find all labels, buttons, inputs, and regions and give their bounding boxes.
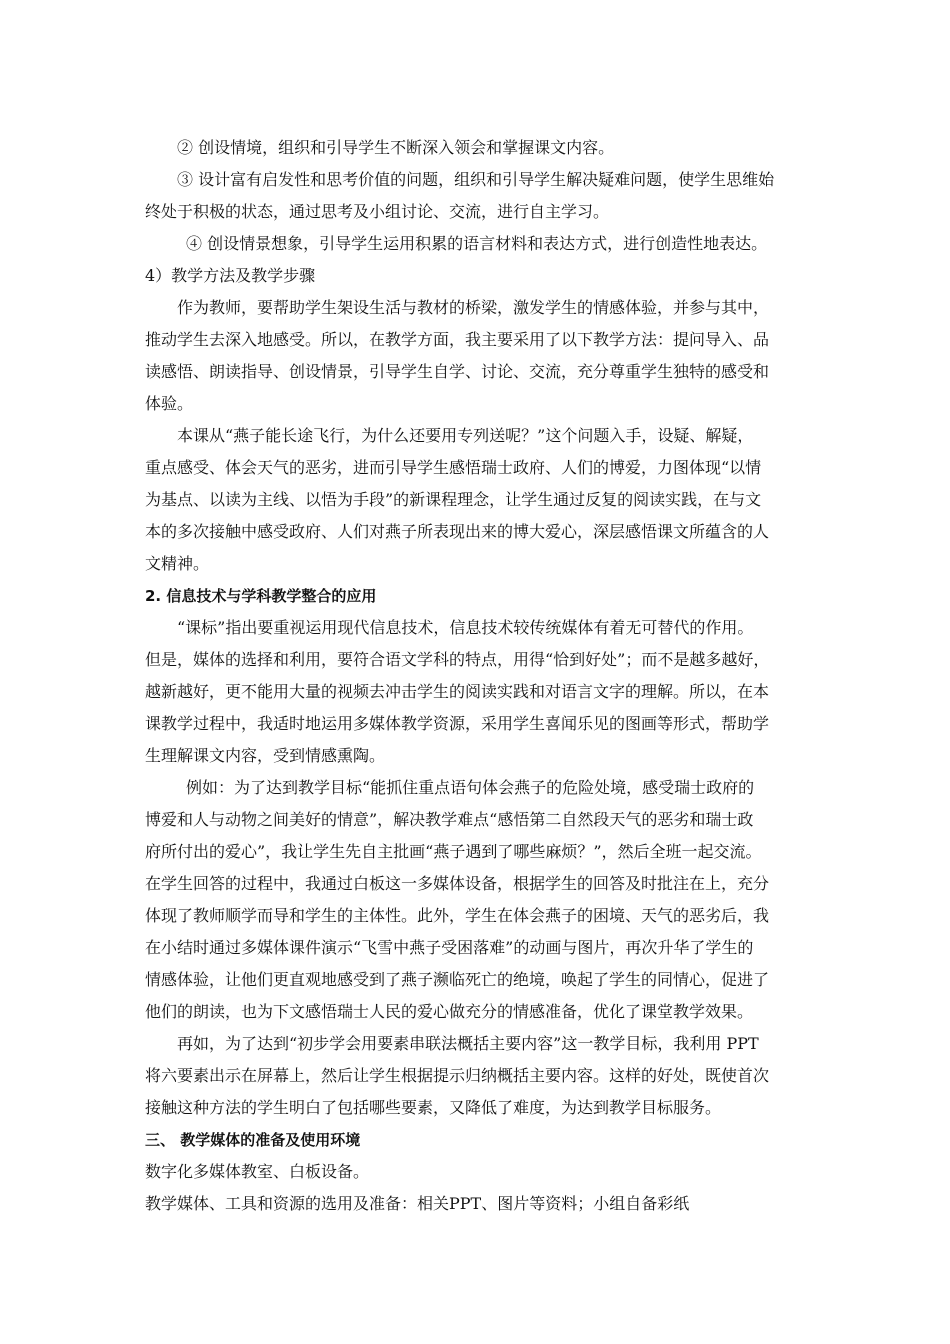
text-line: 情感体验，让他们更直观地感受到了燕子濒临死亡的绝境，唤起了学生的同情心，促进了 — [145, 970, 770, 989]
text-line: 推动学生去深入地感受。所以，在教学方面，我主要采用了以下教学方法：提问导入、品 — [145, 330, 770, 349]
section-heading: 2. 信息技术与学科教学整合的应用 — [145, 587, 377, 605]
text-line: 在小结时通过多媒体课件演示“飞雪中燕子受困落难”的动画与图片，再次升华了学生的 — [145, 938, 754, 957]
text-line: 将六要素出示在屏幕上，然后让学生根据提示归纳概括主要内容。这样的好处，既使首次 — [145, 1066, 770, 1085]
text-line: 他们的朗读，也为下文感悟瑞士人民的爱心做充分的情感准备，优化了课堂教学效果。 — [145, 1002, 754, 1021]
text-line: 生理解课文内容，受到情感熏陶。 — [145, 746, 386, 765]
text-line: 为基点、以读为主线、以悟为手段”的新课程理念，让学生通过反复的阅读实践，在与文 — [145, 490, 762, 509]
text-line: 课教学过程中，我适时地运用多媒体教学资源，采用学生喜闻乐见的图画等形式，帮助学 — [145, 714, 770, 733]
text-line: 数字化多媒体教室、白板设备。 — [145, 1162, 370, 1181]
text-line: ④ 创设情景想象，引导学生运用积累的语言材料和表达方式，进行创造性地表达。 — [186, 234, 768, 253]
text-line: ③ 设计富有启发性和思考价值的问题，组织和引导学生解决疑难问题，使学生思维始 — [177, 170, 775, 189]
text-line: 作为教师，要帮助学生架设生活与教材的桥梁，激发学生的情感体验，并参与其中， — [177, 298, 770, 317]
text-line: 再如，为了达到“初步学会用要素串联法概括主要内容”这一教学目标，我利用 PPT — [177, 1034, 759, 1053]
text-line: 接触这种方法的学生明白了包括哪些要素，又降低了难度，为达到教学目标服务。 — [145, 1098, 722, 1117]
section-heading: 4）教学方法及教学步骤 — [145, 266, 316, 285]
text-line: 读感悟、朗读指导、创设情景，引导学生自学、讨论、交流，充分尊重学生独特的感受和 — [145, 362, 770, 381]
text-line: 本课从“燕子能长途飞行，为什么还要用专列送呢？”这个问题入手，设疑、解疑， — [177, 426, 754, 445]
text-line: ② 创设情境，组织和引导学生不断深入领会和掌握课文内容。 — [177, 138, 615, 157]
text-line: 体现了教师顺学而导和学生的主体性。此外，学生在体会燕子的困境、天气的恶劣后，我 — [145, 906, 770, 925]
text-line: 越新越好，更不能用大量的视频去冲击学生的阅读实践和对语言文字的理解。所以，在本 — [145, 682, 770, 701]
text-line: 体验。 — [145, 394, 194, 413]
text-line: 在学生回答的过程中，我通过白板这一多媒体设备，根据学生的回答及时批注在上，充分 — [145, 874, 770, 893]
text-line: 博爱和人与动物之间美好的情意”，解决教学难点“感悟第二自然段天气的恶劣和瑞士政 — [145, 810, 754, 829]
text-line: 本的多次接触中感受政府、人们对燕子所表现出来的博大爱心，深层感悟课文所蕴含的人 — [145, 522, 770, 541]
text-line: 府所付出的爱心”，我让学生先自主批画“燕子遇到了哪些麻烦？”，然后全班一起交流。 — [145, 842, 762, 861]
text-line: 文精神。 — [145, 554, 210, 573]
section-heading: 三、 教学媒体的准备及使用环境 — [145, 1131, 361, 1149]
text-line: “课标”指出要重视运用现代信息技术，信息技术较传统媒体有着无可替代的作用。 — [177, 618, 754, 637]
text-line: 但是，媒体的选择和利用，要符合语文学科的特点，用得“恰到好处”；而不是越多越好， — [145, 650, 770, 669]
text-line: 终处于积极的状态，通过思考及小组讨论、交流，进行自主学习。 — [145, 202, 610, 221]
text-line: 教学媒体、工具和资源的选用及准备：相关PPT、图片等资料；小组自备彩纸 — [145, 1194, 690, 1213]
text-line: 例如：为了达到教学目标“能抓住重点语句体会燕子的危险处境，感受瑞士政府的 — [186, 778, 755, 797]
text-line: 重点感受、体会天气的恶劣，进而引导学生感悟瑞士政府、人们的博爱，力图体现“以情 — [145, 458, 762, 477]
